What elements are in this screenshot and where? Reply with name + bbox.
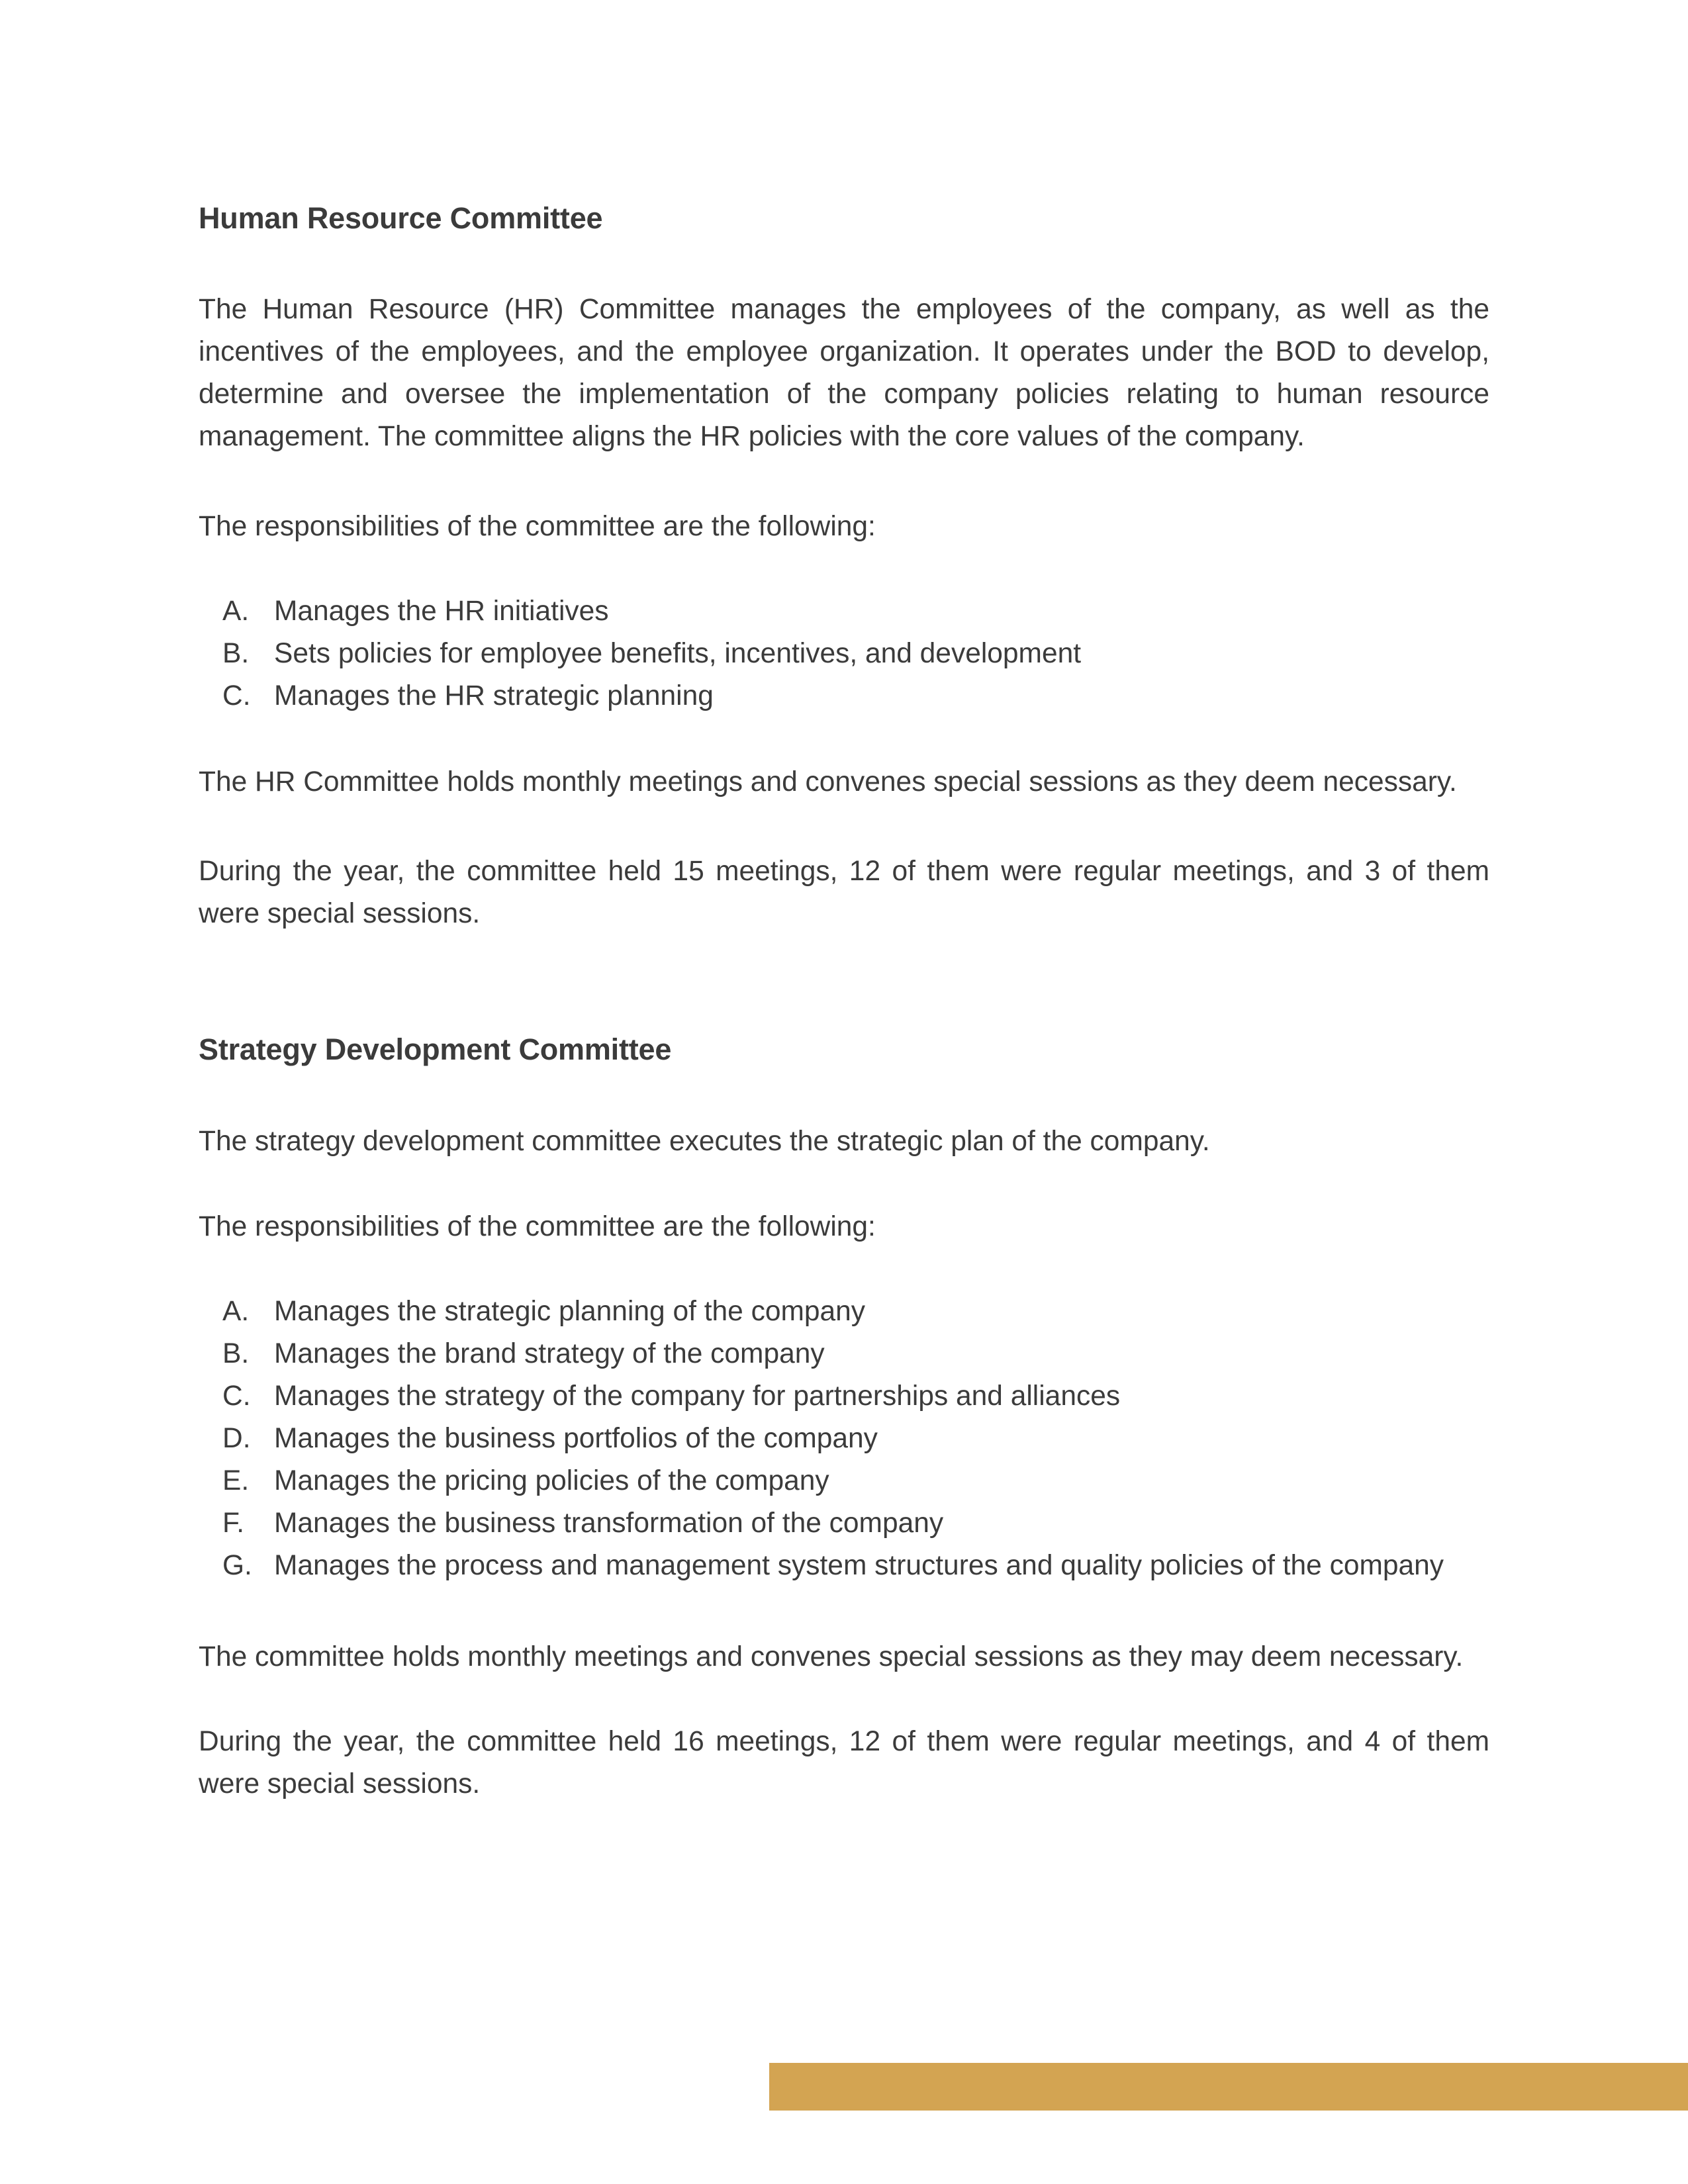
list-item-text: Sets policies for employee benefits, incentives, and development bbox=[274, 638, 1082, 669]
list-marker: B. bbox=[222, 638, 250, 669]
hr-meetings-paragraph: The HR Committee holds monthly meetings and convenes special sessions as they deem necessary. bbox=[199, 766, 1457, 797]
list-item-text: Manages the pricing policies of the company bbox=[274, 1465, 829, 1496]
list-item bbox=[199, 675, 1489, 717]
list-marker: F. bbox=[222, 1508, 245, 1539]
list-item-text: Manages the brand strategy of the company bbox=[274, 1338, 825, 1369]
list-marker: A. bbox=[222, 1296, 250, 1327]
strategy-responsibilities-intro: The responsibilities of the committee are the following: bbox=[199, 1211, 876, 1242]
list-item-text: Manages the HR initiatives bbox=[274, 596, 609, 627]
list-marker: C. bbox=[222, 1381, 251, 1412]
list-marker: E. bbox=[222, 1465, 250, 1496]
list-item bbox=[199, 1418, 1489, 1460]
list-item bbox=[199, 1375, 1489, 1418]
strategy-committee-heading: Strategy Development Committee bbox=[199, 1032, 672, 1066]
list-item-text: Manages the strategic planning of the company bbox=[274, 1296, 866, 1327]
hr-responsibilities-intro: The responsibilities of the committee are the following: bbox=[199, 511, 876, 542]
list-marker: D. bbox=[222, 1423, 251, 1454]
list-item bbox=[199, 590, 1489, 633]
strategy-meetings-paragraph: The committee holds monthly meetings and convenes special sessions as they may deem necessary. bbox=[199, 1641, 1464, 1672]
list-item-text: Manages the strategy of the company for partnerships and alliances bbox=[274, 1381, 1121, 1412]
list-item-text: Manages the process and management system structures and quality policies of the company bbox=[274, 1550, 1444, 1581]
list-item bbox=[199, 1460, 1489, 1502]
strategy-responsibilities-list bbox=[199, 1291, 1489, 1587]
list-item bbox=[199, 1502, 1489, 1545]
list-item bbox=[199, 1333, 1489, 1375]
list-marker: C. bbox=[222, 680, 251, 711]
strategy-intro-paragraph: The strategy development committee executes the strategic plan of the company. bbox=[199, 1126, 1210, 1157]
footer-accent-bar bbox=[769, 2063, 1688, 2111]
list-marker: A. bbox=[222, 596, 250, 627]
list-item-text: Manages the HR strategic planning bbox=[274, 680, 714, 711]
list-item bbox=[199, 1545, 1489, 1587]
list-item-text: Manages the business portfolios of the company bbox=[274, 1423, 878, 1454]
list-marker: B. bbox=[222, 1338, 250, 1369]
list-marker: G. bbox=[222, 1550, 252, 1581]
list-item-text: Manages the business transformation of the company bbox=[274, 1508, 944, 1539]
list-item bbox=[199, 1291, 1489, 1333]
list-item bbox=[199, 633, 1489, 675]
strategy-year-summary-paragraph: During the year, the committee held 16 meetings, 12 of them were regular meetings, and 4 of them were special sessions. bbox=[199, 1726, 1489, 1799]
hr-committee-heading: Human Resource Committee bbox=[199, 201, 603, 235]
hr-year-summary-paragraph: During the year, the committee held 15 meetings, 12 of them were regular meetings, and 3 of them were special sessions. bbox=[199, 856, 1489, 929]
hr-intro-paragraph: The Human Resource (HR) Committee manages the employees of the company, as well as the incentives of the employees, and the employee organization. It operates under the BOD to develop, determine and oversee the implementation of the company policies relating to human resource management. The committee aligns the HR policies with the core values of the company. bbox=[199, 294, 1489, 452]
hr-responsibilities-list bbox=[199, 590, 1489, 717]
